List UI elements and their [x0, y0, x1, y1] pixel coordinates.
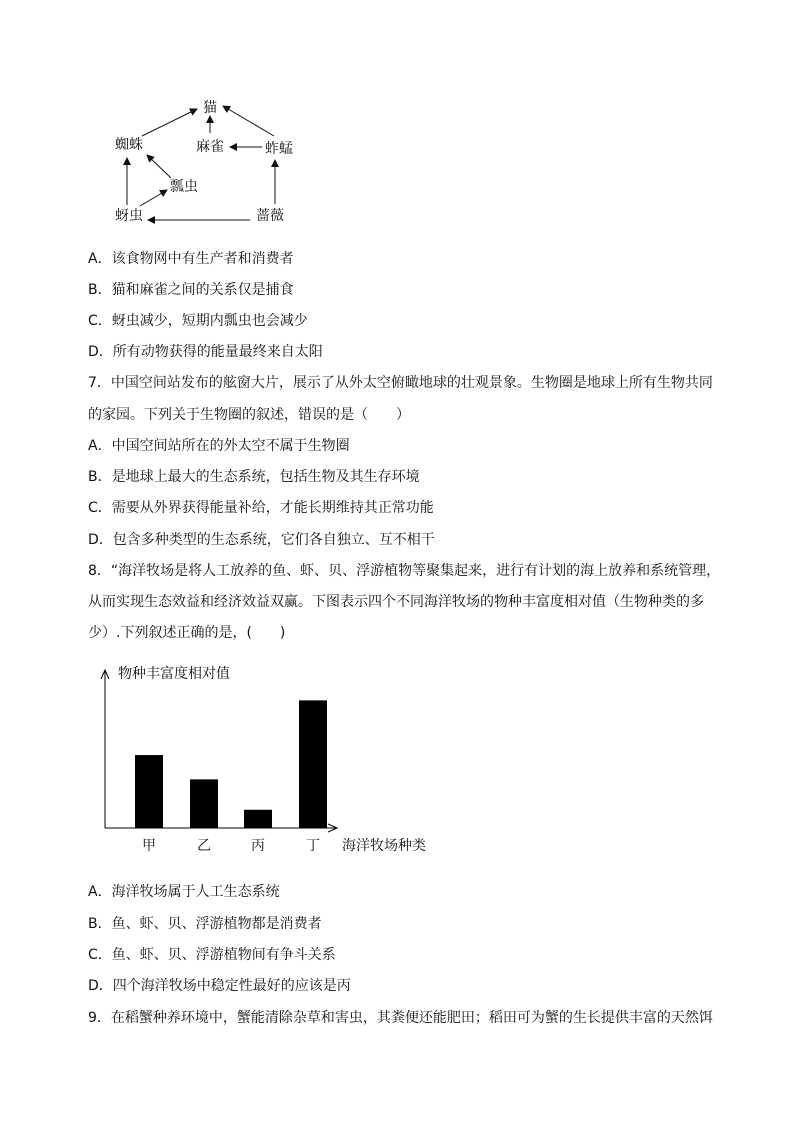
- arrow-grasshopper-cat: [223, 106, 274, 136]
- node-aphid: 蚜虫: [115, 208, 143, 224]
- node-sparrow: 麻雀: [196, 139, 224, 155]
- q8-stem-line-1: 8．“海洋牧场是将人工放养的鱼、虾、贝、浮游植物等聚集起来，进行有计划的海上放养和系统管理，: [88, 563, 721, 579]
- arrow-spider-cat: [142, 109, 197, 136]
- q8-option-b: B．鱼、虾、贝、浮游植物都是消费者: [88, 916, 322, 932]
- x-tick-label-2: 乙: [197, 838, 211, 854]
- node-spider: 蜘蛛: [115, 137, 143, 153]
- q6-option-c: C．蚜虫减少，短期内瓢虫也会减少: [88, 313, 308, 329]
- bar-3: [244, 810, 272, 828]
- node-ladybug: 瓢虫: [170, 179, 198, 195]
- q6-option-a: A．该食物网中有生产者和消费者: [88, 251, 294, 267]
- bar-1: [135, 755, 163, 828]
- y-axis-label: 物种丰富度相对值: [118, 666, 230, 682]
- food-web-diagram: [0, 0, 794, 240]
- q6-option-b: B．猫和麻雀之间的关系仅是捕食: [88, 282, 294, 298]
- node-rose: 蔷薇: [256, 208, 284, 224]
- x-tick-label-1: 甲: [142, 838, 156, 854]
- q8-stem-line-3: 少）.下列叙述正确的是，( ): [88, 625, 286, 641]
- q9-stem-line-1: 9．在稻蟹种养环境中，蟹能清除杂草和害虫，其粪便还能肥田；稻田可为蟹的生长提供丰富的天然饵: [88, 1010, 713, 1026]
- q7-option-b: B．是地球上最大的生态系统，包括生物及其生存环境: [88, 469, 420, 485]
- q8-stem-line-2: 从而实现生态效益和经济效益双赢。下图表示四个不同海洋牧场的物种丰富度相对值（生物种类的多: [88, 594, 704, 610]
- node-grasshopper: 蚱蜢: [265, 141, 293, 157]
- arrow-aphid-ladybug: [140, 190, 167, 206]
- q7-stem-line-1: 7．中国空间站发布的舷窗大片，展示了从外太空俯瞰地球的壮观景象。生物圈是地球上所有生物共同: [88, 375, 713, 391]
- x-tick-label-4: 丁: [306, 838, 320, 854]
- q8-option-c: C．鱼、虾、贝、浮游植物间有争斗关系: [88, 947, 336, 963]
- q8-option-d: D．四个海洋牧场中稳定性最好的应该是丙: [88, 978, 351, 994]
- node-cat: 猫: [203, 100, 217, 116]
- q8-option-a: A．海洋牧场属于人工生态系统: [88, 884, 280, 900]
- species-richness-bar-chart: [0, 650, 794, 870]
- x-axis-label: 海洋牧场种类: [342, 838, 426, 854]
- q7-stem-line-2: 的家园。下列关于生物圈的叙述，错误的是（ ）: [88, 407, 410, 423]
- q6-option-d: D．所有动物获得的能量最终来自太阳: [88, 344, 323, 360]
- arrow-ladybug-spider: [147, 155, 171, 178]
- x-tick-label-3: 丙: [251, 838, 265, 854]
- q7-option-d: D．包含多种类型的生态系统，它们各自独立、互不相干: [88, 532, 435, 548]
- bar-4: [299, 700, 327, 828]
- bar-2: [190, 779, 218, 828]
- q7-option-a: A．中国空间站所在的外太空不属于生物圈: [88, 438, 350, 454]
- q7-option-c: C．需要从外界获得能量补给，才能长期维持其正常功能: [88, 500, 434, 516]
